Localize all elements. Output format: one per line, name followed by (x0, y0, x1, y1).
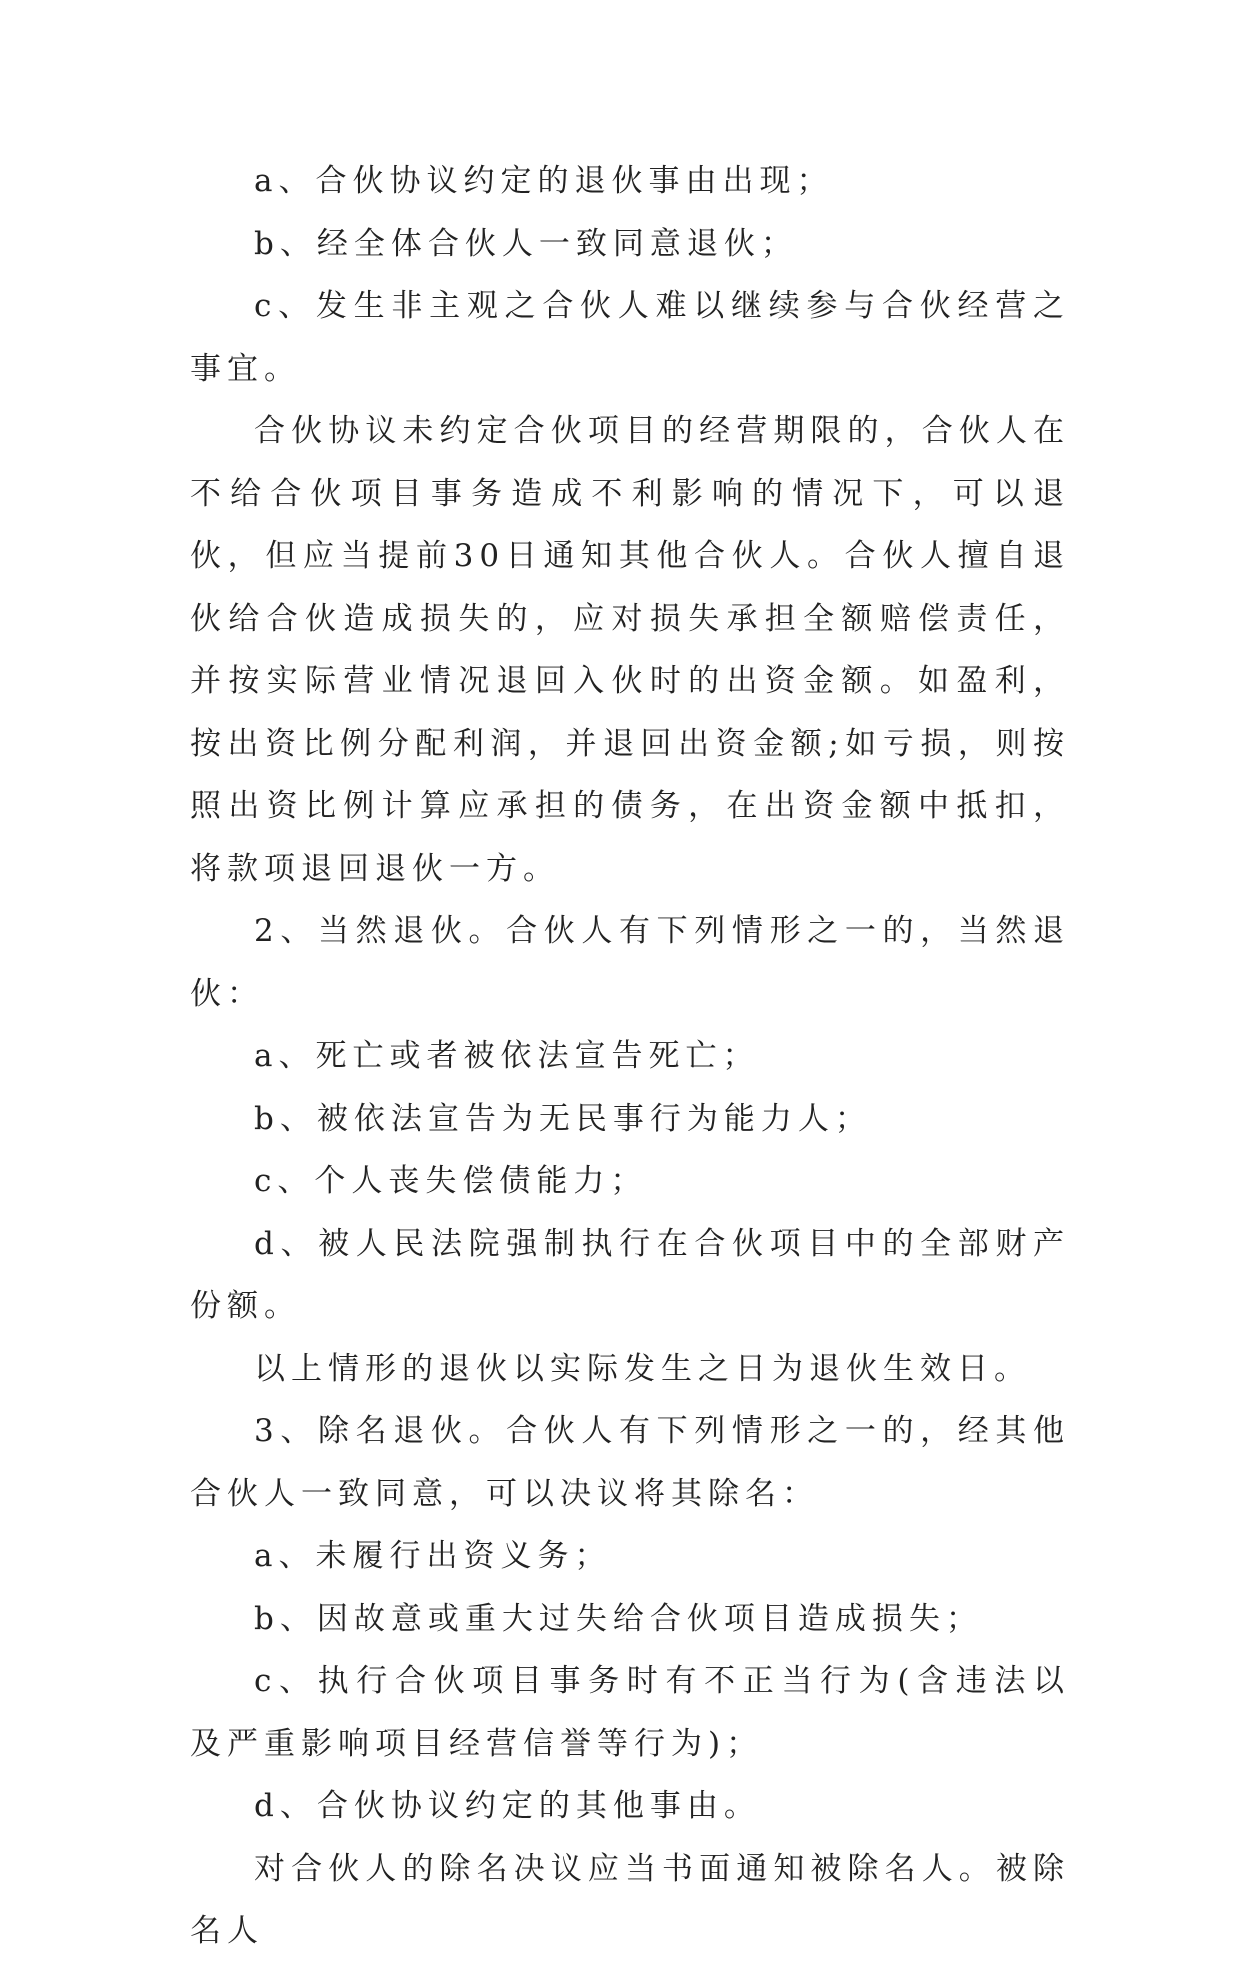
paragraph: 合伙协议未约定合伙项目的经营期限的，合伙人在不给合伙项目事务造成不利影响的情况下，可以退伙，但应当提前30日通知其他合伙人。合伙人擅自退伙给合伙造成损失的，应对损失承担全额赔偿责任，并按实际营业情况退回入伙时的出资金额。如盈利，按出资比例分配利润，并退回出资金额;如亏损，则按照出资比例计算应承担的债务，在出资金额中抵扣，将款项退回退伙一方。 (190, 413, 1070, 887)
paragraph: a、未履行出资义务； (254, 1538, 612, 1574)
paragraph: b、经全体合伙人一致同意退伙； (254, 225, 798, 262)
paragraph: 以上情形的退伙以实际发生之日为退伙生效日。 (254, 1350, 1031, 1387)
paragraph: a、合伙协议约定的退伙事由出现； (254, 163, 834, 199)
document-body (190, 150, 1070, 1963)
paragraph: b、被依法宣告为无民事行为能力人； (254, 1100, 872, 1137)
paragraph: d、合伙协议约定的其他事由。 (254, 1788, 761, 1824)
paragraph: c、发生非主观之合伙人难以继续参与合伙经营之事宜。 (190, 288, 1070, 387)
paragraph: 3、除名退伙。合伙人有下列情形之一的，经其他合伙人一致同意，可以决议将其除名： (190, 1413, 1070, 1512)
paragraph: c、个人丧失偿债能力； (254, 1163, 648, 1199)
paragraph: d、被人民法院强制执行在合伙项目中的全部财产份额。 (190, 1225, 1070, 1324)
paragraph: 2、当然退伙。合伙人有下列情形之一的，当然退伙： (190, 913, 1070, 1012)
paragraph: 对合伙人的除名决议应当书面通知被除名人。被除名人 (190, 1850, 1070, 1949)
paragraph: b、因故意或重大过失给合伙项目造成损失； (254, 1600, 983, 1637)
paragraph: a、死亡或者被依法宣告死亡； (254, 1038, 760, 1074)
paragraph: c、执行合伙项目事务时有不正当行为(含违法以及严重影响项目经营信誉等行为)； (190, 1663, 1070, 1762)
